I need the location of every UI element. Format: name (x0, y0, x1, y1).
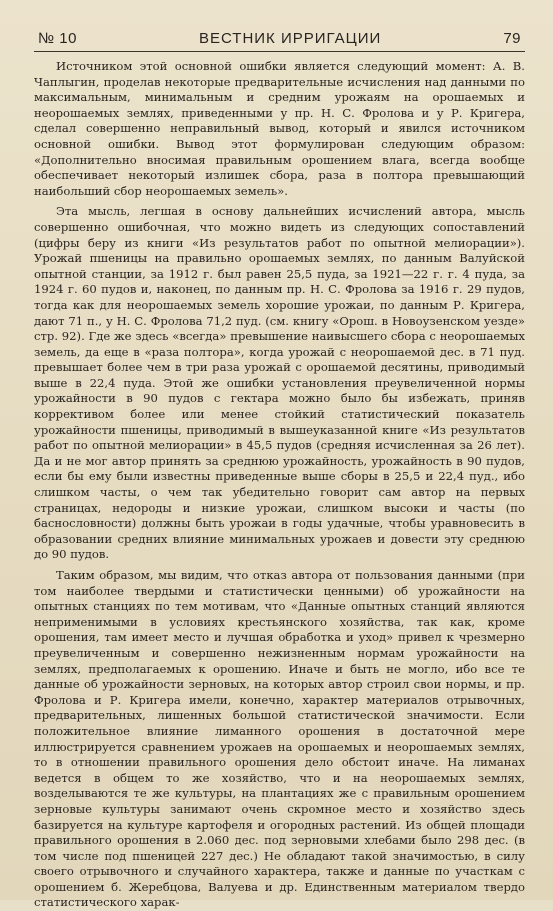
journal-title: ВЕСТНИК ИРРИГАЦИИ (198, 30, 382, 47)
issue-number: № 10 (38, 30, 77, 47)
paragraph-2: Эта мысль, легшая в основу дальнейших исчислений автора, мысль совершенно ошибочная, что можно видеть из следующих сопоставлений (цифры беру из книги «Из результатов работ по опытной мелиорации»). Урожай пшеницы на правильно орошаемых землях, по данным Валуйской опытной станции, за 1912 г. был равен 25,5 пуда, за 1921—22 г. г. 4 пуда, за 1924 г. 60 пудов и, наконец, по данным пр. Н. С. Фролова за 1916 г. 29 пудов, тогда как для неорошаемых земель хорошие урожаи, по данным Р. Кригера, дают 71 п., у Н. С. Фролова 71,2 пуд. (см. книгу «Орош. в Новоузенском уезде» стр. 92). Где же здесь «всегда» превышение наивысшего сбора с неорошаемых земель, да еще в «раза полтора», когда урожай с неорошаемой дес. в 71 пуд. превышает более чем в три раза урожай с орошаемой десятины, приводимый выше в 22,4 пуда. Этой же ошибки установления преувеличенной нормы урожайности в 90 пудов с гектара можно было бы избежать, приняв коррективом более или менее стойкий статистический показатель урожайности пшеницы, приводимый в вышеуказанной книге «Из результатов работ по опытной мелиорации» в 45,5 пудов (средняя исчисленная за 26 лет). Да и не мог автор принять за среднюю урожайность, урожайность в 90 пудов, если бы ему были известны приведенные выше сборы в 25,5 и 22,4 пуд., ибо слишком часты, о чем так убедительно говорит сам автор на первых страницах, недороды и низкие урожаи, слишком высоки и часты (по баснословности) должны быть урожаи в годы удачные, чтобы уравновесить в образовании средних влияние минимальных урожаев и довести эту среднюю до 90 пудов. (34, 204, 525, 562)
page-number: 79 (503, 30, 521, 47)
header-rule (34, 51, 525, 52)
paragraph-1: Источником этой основной ошибки является следующий момент: А. В. Чаплыгин, проделав некоторые предварительные исчисления над данными по максимальным, минимальным и средним урожаям на орошаемых и неорошаемых землях, приведенными у пр. Н. С. Фролова и у Р. Кригера, сделал совершенно неправильный вывод, который и явился источником основной ошибки. Вывод этот формулирован следующим образом: «Дополнительно вносимая правильным орошением влага, всегда вообще обеспечивает некоторый излишек сбора, раза в полтора превышающий наибольший сбор неорошаемых земель». (34, 59, 525, 198)
article-body (34, 59, 525, 911)
running-header (34, 30, 525, 51)
paragraph-3: Таким образом, мы видим, что отказ автора от пользования данными (при том наиболее твердыми и статистически ценными) об урожайности на опытных станциях по тем мотивам, что «Данные опытных станций являются неприменимыми в условиях крестьянского хозяйства, так как, кроме орошения, там имеет место и лучшая обработка и уход» привел к чрезмерно преувеличенным и совершенно нежизненным нормам урожайности на землях, предполагаемых к орошению. Иначе и быть не могло, ибо все те данные об урожайности зерновых, на которых автор строил свои нормы, и пр. Фролова и Р. Кригера имели, конечно, характер материалов отрывочных, предварительных, лишенных большой статистической значимости. Если положительное влияние лиманного орошения в достаточной мере иллюстрируется сравнением урожаев на орошаемых и неорошаемых землях, то в отношении правильного орошения дело обстоит иначе. На лиманах ведется в общем то же хозяйство, что и на неорошаемых землях, возделываются те же культуры, на плантациях же с правильным орошением зерновые культуры занимают очень скромное место и хозяйство здесь базируется на культуре картофеля и огородных растений. Из общей площади правильного орошения в 2.060 дес. под зерновыми хлебами было 298 дес. (в том числе под пшеницей 227 дес.) Не обладают такой значимостью, в силу своего отрывочного и случайного характера, также и данные по участкам с орошением б. Жеребцова, Валуева и др. Единственным материалом твердо статистического харак- (34, 568, 525, 910)
